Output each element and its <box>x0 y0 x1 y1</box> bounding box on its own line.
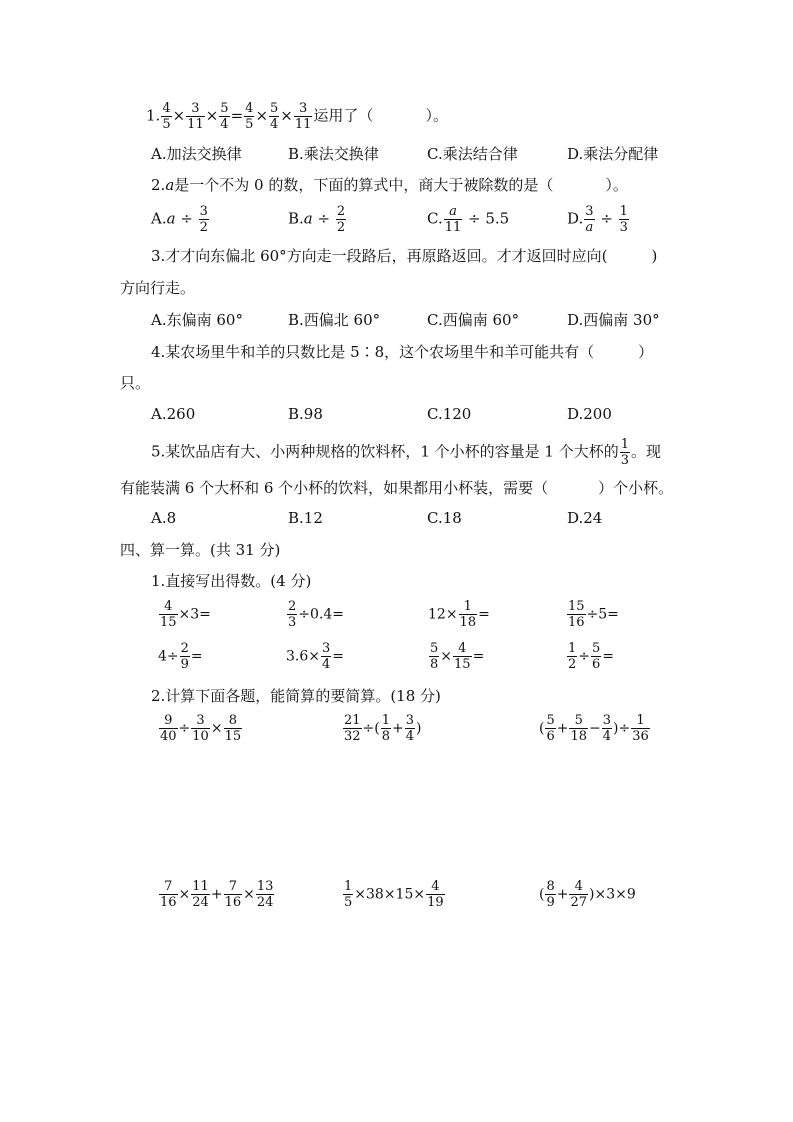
q1-stem: 1. $\frac{4}{5}$ × $\frac{3}{11}$ × $\frac{5}{4}$ = $\frac{4}{5}$ × $\frac{5}{4}$ × $\frac{3}{11}$ 运用了（ ）。 <box>146 101 448 132</box>
fraction: $\frac{1}{3}$ <box>620 437 629 468</box>
q5-stem-line2: 有能装满 6 个大杯和 6 个小杯的饮料，如果都用小杯装，需要（ ）个小杯。 <box>120 479 674 497</box>
q1-option-a[interactable]: A.加法交换律 <box>151 145 242 163</box>
q5-option-c[interactable]: C.18 <box>427 509 462 527</box>
fraction: $\frac{4}{5}$ <box>245 101 254 132</box>
q2-option-a[interactable]: A.a ÷ $\frac{3}{2}$ <box>151 204 208 235</box>
fraction: $\frac{3}{11}$ <box>187 101 204 132</box>
fraction: $\frac{3}{a}$ <box>585 204 594 235</box>
fraction: $\frac{a}{11}$ <box>444 204 462 235</box>
q2-option-c[interactable]: C. $\frac{a}{11}$ ÷ 5.5 <box>427 204 510 235</box>
oral-item: $\frac{2}{3}$ ÷0.4= <box>288 599 345 630</box>
oral-item: 4÷ $\frac{2}{9}$ = <box>158 641 203 672</box>
q4-option-c[interactable]: C.120 <box>427 405 472 423</box>
oral-item: 3.6× $\frac{3}{4}$ = <box>286 641 345 672</box>
oral-item: $\frac{5}{8}$ × $\frac{4}{15}$ = <box>430 641 485 672</box>
calc-expression: $\frac{21}{32}$ ÷( $\frac{1}{8}$ + $\frac{3}{4}$ ) <box>344 713 422 744</box>
calc-expression: $\frac{9}{40}$ ÷ $\frac{3}{10}$ × $\frac{8}{15}$ <box>160 713 242 744</box>
q3-stem-line1: 3.才才向东偏北 60°方向走一段路后，再原路返回。才才返回时应向( ) <box>151 247 658 265</box>
calc-expression: $\frac{1}{5}$ ×38×15× $\frac{4}{19}$ <box>344 879 444 910</box>
section-title: 四、算一算。(共 31 分) <box>120 541 281 559</box>
subsection-oral-title: 1.直接写出得数。(4 分) <box>151 572 312 590</box>
fraction: $\frac{4}{5}$ <box>162 101 171 132</box>
oral-item: 12× $\frac{1}{18}$ = <box>428 599 490 630</box>
q1-option-b[interactable]: B.乘法交换律 <box>288 145 379 163</box>
q3-stem-line2: 方向行走。 <box>120 279 196 297</box>
fraction: $\frac{5}{4}$ <box>220 101 229 132</box>
oral-item: $\frac{4}{15}$ ×3= <box>160 599 211 630</box>
q4-stem-line1: 4.某农场里牛和羊的只数比是 5∶8，这个农场里牛和羊可能共有（ ） <box>151 343 654 361</box>
oral-item: $\frac{1}{2}$ ÷ $\frac{5}{6}$ = <box>568 641 615 672</box>
q5-option-d[interactable]: D.24 <box>567 509 603 527</box>
calc-expression: $\frac{7}{16}$ × $\frac{11}{24}$ + $\frac{7}{16}$ × $\frac{13}{24}$ <box>160 879 274 910</box>
fraction: $\frac{1}{3}$ <box>619 204 628 235</box>
fraction: $\frac{5}{4}$ <box>270 101 279 132</box>
calc-expression: ( $\frac{5}{6}$ + $\frac{5}{18}$ − $\frac{3}{4}$ )÷ $\frac{1}{36}$ <box>539 713 649 744</box>
fraction: $\frac{2}{2}$ <box>336 204 346 235</box>
q2-stem: 2.a是一个不为 0 的数，下面的算式中，商大于被除数的是（ ）。 <box>151 176 628 194</box>
subsection-calc-title: 2.计算下面各题，能简算的要简算。(18 分) <box>151 687 441 705</box>
q2-option-b[interactable]: B.a ÷ $\frac{2}{2}$ <box>288 204 346 235</box>
q3-option-a[interactable]: A.东偏南 60° <box>151 311 243 329</box>
q3-option-b[interactable]: B.西偏北 60° <box>288 311 381 329</box>
q5-option-a[interactable]: A.8 <box>151 509 177 527</box>
calc-expression: ( $\frac{8}{9}$ + $\frac{4}{27}$ )×3×9 <box>539 879 636 910</box>
q3-option-d[interactable]: D.西偏南 30° <box>567 311 660 329</box>
q1-option-c[interactable]: C.乘法结合律 <box>427 145 518 163</box>
fraction: $\frac{3}{2}$ <box>199 204 208 235</box>
q3-option-c[interactable]: C.西偏南 60° <box>427 311 520 329</box>
q4-stem-line2: 只。 <box>120 374 151 392</box>
oral-item: $\frac{15}{16}$ ÷5= <box>568 599 619 630</box>
q5-stem-line1: 5.某饮品店有大、小两种规格的饮料杯，1 个小杯的容量是 1 个大杯的 $\frac{1}{3}$ 。现 <box>151 437 662 468</box>
q4-option-a[interactable]: A.260 <box>151 405 196 423</box>
q1-option-d[interactable]: D.乘法分配律 <box>567 145 659 163</box>
q4-option-b[interactable]: B.98 <box>288 405 323 423</box>
q5-option-b[interactable]: B.12 <box>288 509 323 527</box>
q1-number: 1. <box>146 106 161 125</box>
q2-option-d[interactable]: D. $\frac{3}{a}$ ÷ $\frac{1}{3}$ <box>567 204 628 235</box>
q4-option-d[interactable]: D.200 <box>567 405 612 423</box>
fraction: $\frac{3}{11}$ <box>294 101 312 132</box>
